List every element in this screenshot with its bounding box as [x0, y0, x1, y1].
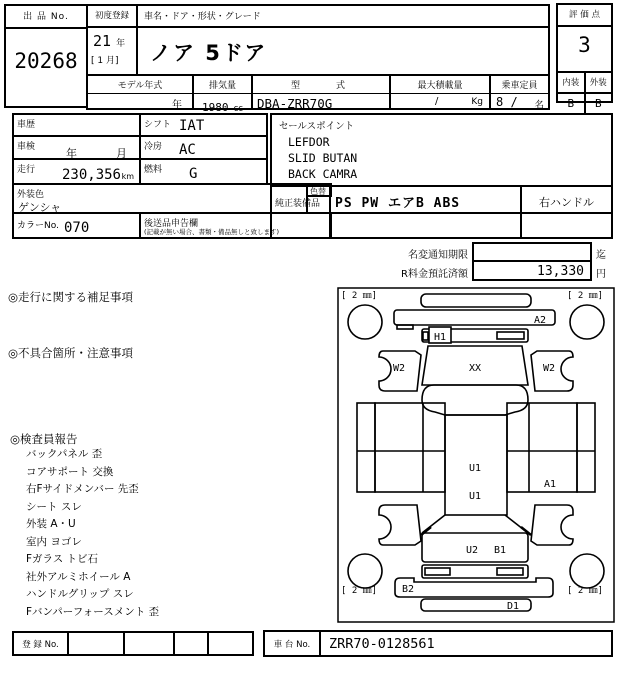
diagram-label-b1: B1	[494, 545, 507, 556]
registration-no-cell	[12, 631, 69, 656]
inspection-month-unit: 月	[116, 147, 127, 160]
exterior-grade: B	[594, 97, 602, 110]
handle-value: 右ハンドル	[539, 196, 594, 209]
equipment-empty-cell	[329, 212, 522, 239]
cowl-tick-shape	[423, 332, 428, 340]
inspector-item: 右Fサイドメンバー 先歪	[26, 483, 139, 495]
registration-empty-cell	[173, 631, 209, 656]
tire-mark-rear-right: [ 2 ㎜]	[567, 586, 604, 596]
recycle-fee-unit: 円	[596, 269, 606, 280]
fuel-label: 燃料	[144, 165, 163, 175]
side-sill-right-shape	[577, 403, 595, 492]
vehicle-diagram	[337, 287, 615, 623]
score-box	[556, 3, 613, 110]
first-registration-year: 21	[93, 32, 112, 50]
hood-shape	[394, 310, 555, 325]
diagram-label-a2: A2	[534, 315, 547, 326]
diagram-label-h1: H1	[434, 332, 447, 343]
rear-bumper-shape	[395, 578, 553, 597]
registration-empty-cell	[67, 631, 125, 656]
inspector-heading: ◎検査員報告	[10, 432, 78, 446]
color-no-cell	[12, 212, 141, 239]
diagram-label-w2-right: W2	[543, 363, 556, 374]
wiper-shape	[497, 332, 524, 339]
model-spec-row	[86, 74, 550, 114]
inspector-report-list	[26, 446, 159, 621]
later-items-note: (記載が無い場合、書類・備品無しと致します)	[144, 228, 280, 236]
tire-mark-rear-left: [ 2 ㎜]	[341, 586, 378, 596]
tire-rear-left	[348, 554, 382, 588]
mileage-value: 230,356	[61, 167, 121, 183]
car-name-box	[136, 4, 550, 76]
defect-heading: ◎不具合箇所・注意事項	[8, 346, 134, 360]
car-name-label: 車名・ドア・形状・グレード	[138, 6, 548, 28]
max-load-label: 最大積載量	[391, 76, 489, 94]
diagram-label-b2: B2	[402, 584, 415, 595]
exterior-label: 外装	[589, 78, 607, 88]
name-change-suffix: 迄	[596, 250, 606, 261]
name-change-label: 名変通知期限	[408, 250, 468, 261]
hood-step-shape	[397, 325, 413, 329]
score-value: 3	[558, 27, 611, 73]
front-bumper-shape	[421, 294, 531, 307]
equipment-label: 純正装備品	[275, 199, 321, 209]
sales-point-box	[270, 113, 613, 187]
recycle-fee-label: R料金預託済額	[401, 269, 468, 280]
tire-front-right	[570, 305, 604, 339]
recycle-fee-box	[472, 260, 592, 281]
color-no-value: 070	[64, 220, 90, 236]
diagram-label-d1: D1	[507, 601, 520, 612]
aircon-label: 冷房	[144, 142, 163, 152]
capacity-label: 乗車定員	[491, 76, 548, 94]
sales-point-item: SLID BUTAN	[288, 151, 358, 165]
side-panel-right-shape	[507, 403, 577, 492]
interior-grade: B	[558, 94, 586, 115]
exterior-color-label: 外装色	[17, 190, 45, 200]
tail-bar-shape	[422, 565, 528, 578]
diagram-label-xx: XX	[469, 363, 482, 374]
recycle-fee-value: 13,330	[537, 264, 584, 279]
first-registration-year-unit: 年	[116, 39, 126, 49]
tail-lamp-left-shape	[425, 568, 450, 575]
model-code-label: 型 式	[253, 76, 389, 94]
mileage-note-heading: ◎走行に関する補足事項	[8, 290, 134, 304]
inspector-item: Fガラス トビ石	[26, 553, 99, 565]
rear-window-flare-lines	[422, 515, 528, 533]
displacement-value: 1980	[202, 101, 229, 114]
shift-label: シフト	[144, 120, 172, 130]
color-no-label: カラーNo.	[17, 221, 59, 231]
capacity-value: 8 /	[496, 95, 518, 109]
equipment-value: PS PW エアB ABS	[335, 196, 461, 211]
lot-number-value: 20268	[14, 49, 78, 73]
exterior-color-value: ゲンシャ	[18, 201, 62, 214]
fuel-value: G	[189, 166, 198, 182]
model-year-value: 年	[172, 100, 182, 111]
tire-rear-right	[570, 554, 604, 588]
equipment-value-cell	[329, 185, 522, 214]
side-sill-left-shape	[357, 403, 375, 492]
tire-front-left	[348, 305, 382, 339]
roof-front-shape	[422, 385, 528, 415]
first-registration-month: [ 1 月]	[91, 56, 119, 66]
registration-empty-cell	[207, 631, 254, 656]
diagram-border	[338, 288, 614, 622]
inspector-item: シート スレ	[26, 500, 82, 513]
mileage-cell	[12, 158, 141, 185]
sales-point-item: BACK CAMRA	[288, 167, 358, 181]
sales-point-item: LEFDOR	[288, 135, 330, 149]
diagram-label-w2-left: W2	[393, 363, 406, 374]
history-cell	[12, 113, 141, 137]
side-panel-left-lines	[357, 403, 445, 492]
diagram-label-u2: U2	[466, 545, 479, 556]
fender-rear-left-shape	[379, 505, 421, 545]
registration-no-label: 登 録 No.	[22, 640, 59, 650]
mileage-label: 走行	[17, 165, 36, 175]
handle-empty-cell	[520, 212, 613, 239]
displacement-label: 排気量	[194, 76, 251, 94]
aircon-cell	[139, 135, 268, 160]
exterior-color-cell	[12, 183, 308, 214]
inspector-item: 社外アルミホイール A	[26, 570, 131, 583]
later-items-label: 後送品申告欄	[144, 219, 199, 229]
side-panel-left-shape	[375, 403, 445, 492]
tire-mark-front-right: [ 2 ㎜]	[567, 291, 604, 301]
aircon-value: AC	[179, 142, 196, 158]
mileage-unit: km	[121, 172, 134, 181]
sales-point-label: セールスポイント	[279, 121, 355, 132]
lot-number-box	[4, 4, 88, 108]
max-load-unit: Kg	[471, 97, 483, 107]
displacement-unit: cc	[233, 104, 243, 114]
name-change-box	[472, 242, 592, 262]
inspection-label: 車検	[17, 142, 36, 152]
shift-value: IAT	[179, 118, 205, 134]
inspector-item: ハンドルグリップ スレ	[26, 588, 134, 600]
diagram-label-a1: A1	[544, 479, 557, 490]
inspection-year-unit: 年	[66, 147, 77, 160]
repaint-label: 色替	[310, 187, 326, 196]
history-label: 車歴	[17, 120, 36, 130]
equipment-label-cell	[270, 185, 331, 239]
shift-cell	[139, 113, 268, 137]
model-year-label: モデル年式	[88, 76, 192, 94]
max-load-slash: /	[435, 96, 439, 107]
fender-rear-right-shape	[531, 505, 573, 545]
car-name-value: ノア 5ドア	[150, 41, 268, 65]
score-label: 評 価 点	[558, 5, 611, 27]
tail-lamp-right-shape	[497, 568, 523, 575]
capacity-unit: 名	[534, 100, 544, 111]
inspector-item: コアサポート 交換	[26, 465, 114, 478]
chassis-no-box	[263, 630, 613, 657]
registration-empty-cell	[123, 631, 175, 656]
inspector-item: Fバンパーフォースメント 歪	[26, 605, 160, 618]
handle-cell	[520, 185, 613, 214]
diagram-label-u1-bottom: U1	[469, 491, 482, 502]
diagram-label-u1-top: U1	[469, 463, 482, 474]
chassis-no-label: 車 台 No.	[273, 640, 311, 650]
fuel-cell	[139, 158, 268, 185]
first-registration-box	[86, 4, 138, 76]
model-code-value: DBA-ZRR70G	[257, 96, 333, 111]
interior-label: 内装	[558, 73, 586, 92]
tire-mark-front-left: [ 2 ㎜]	[341, 291, 378, 301]
inspector-item: 外装 A・U	[26, 518, 76, 530]
chassis-no-value: ZRR70-0128561	[329, 636, 435, 652]
inspection-cell	[12, 135, 141, 160]
inspector-item: 室内 ヨゴレ	[26, 535, 82, 548]
lot-number-label: 出 品 No.	[6, 6, 86, 29]
inspector-item: バックパネル 歪	[26, 448, 103, 460]
first-registration-label: 初度登録	[88, 6, 136, 28]
